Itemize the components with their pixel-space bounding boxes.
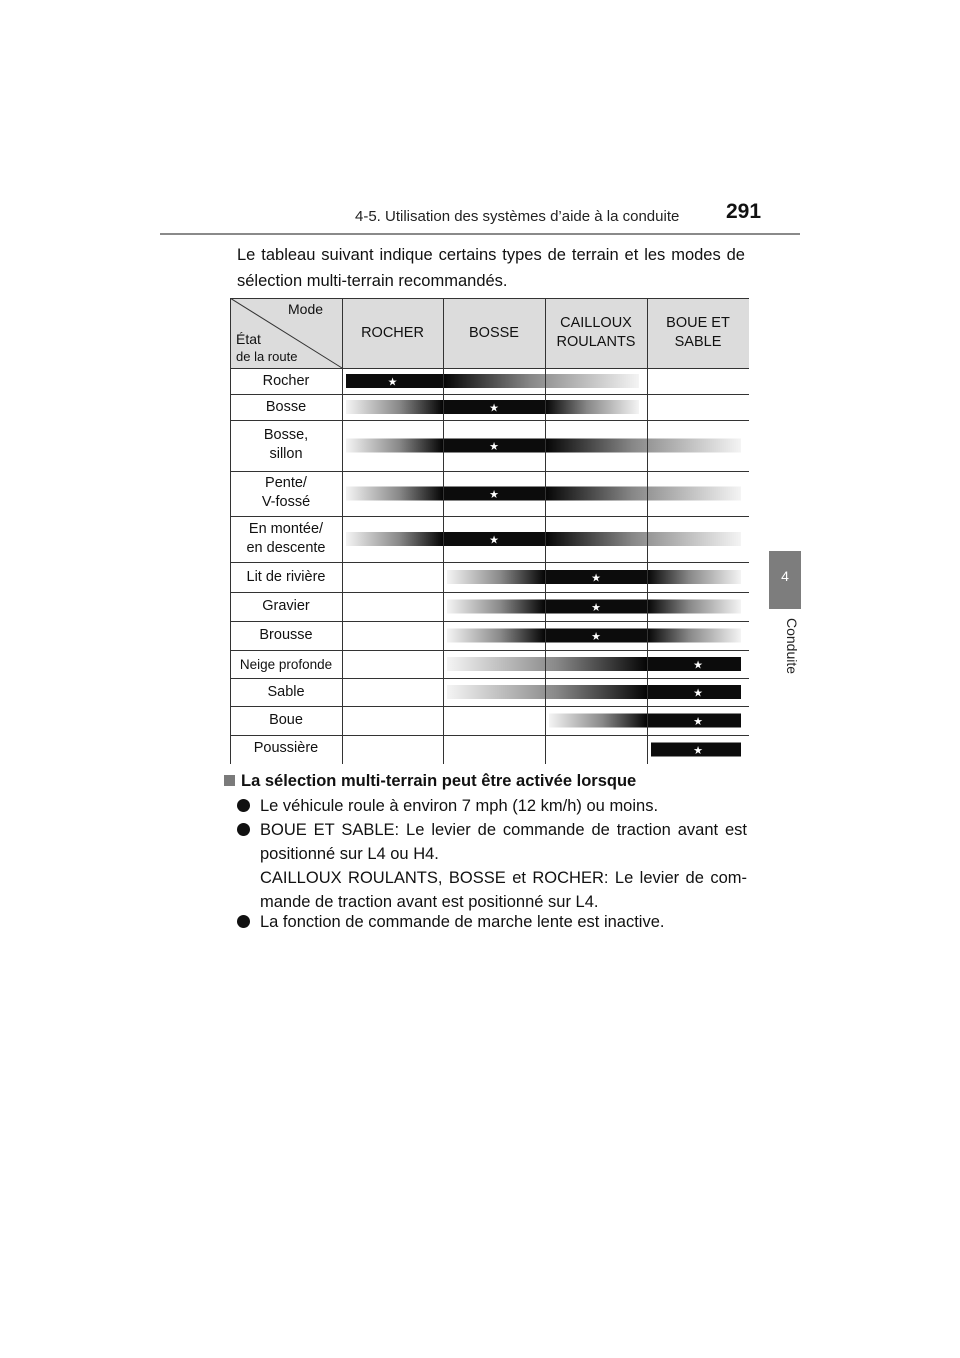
recommended-star-icon: ★ (693, 686, 703, 700)
bullet-icon (237, 823, 250, 836)
row-label-bosse-sillon: Bosse, sillon (263, 427, 309, 462)
recommendation-bar-right (647, 600, 741, 614)
list-item-text: Le véhicule roule à environ 7 mph (12 km/h) ou moins. (260, 797, 659, 815)
section-title-text: La sélection multi-terrain peut être activée lorsque (241, 772, 637, 790)
recommendation-bar-left (447, 657, 647, 671)
list-item (237, 866, 747, 914)
recommended-star-icon: ★ (591, 571, 601, 585)
recommended-star-icon: ★ (591, 630, 601, 643)
recommended-star-icon: ★ (489, 440, 499, 453)
corner-mode-label: Mode (288, 301, 324, 317)
list-item-text: La fonction de commande de marche lente est inactive. (260, 913, 665, 931)
row-label-gravier: Gravier (262, 598, 310, 614)
row-label-boue: Boue (269, 712, 303, 728)
list-item-text: CAILLOUX ROULANTS, BOSSE et ROCHER: Le levier de com-mande de traction avant est positionné sur L4. (260, 869, 747, 911)
row-label-poussiere: Poussière (253, 740, 319, 756)
recommendation-bar-left (549, 714, 647, 728)
recommended-star-icon: ★ (489, 533, 499, 547)
recommendation-bar-left (447, 629, 545, 643)
row-label-rocher: Rocher (262, 373, 310, 389)
mode-header-cailloux-roulants: CAILLOUX ROULANTS (556, 315, 636, 350)
recommended-star-icon: ★ (489, 488, 499, 501)
list-item-text: BOUE ET SABLE: Le levier de commande de traction avant est positionné sur L4 ou H4. (260, 821, 747, 863)
chapter-tab-label: Conduite (784, 618, 800, 675)
recommended-star-icon: ★ (387, 375, 398, 389)
mode-header-bosse: BOSSE (469, 325, 519, 341)
row-label-neige-profonde: Neige profonde (239, 657, 333, 672)
corner-road-label: de la route (236, 349, 298, 364)
row-label-lit-de-riviere: Lit de rivière (246, 569, 326, 585)
page-number: 291 (726, 200, 762, 223)
bullet-icon (237, 799, 250, 812)
row-label-en-montee-descente: En montée/ en descente (246, 521, 326, 556)
mode-header-rocher: ROCHER (361, 325, 424, 341)
recommendation-bar-right (545, 400, 639, 414)
recommendation-bar-left (346, 487, 443, 501)
list-item (237, 910, 747, 934)
list-item (237, 794, 747, 818)
square-bullet-icon (224, 775, 235, 786)
recommendation-bar-right (443, 374, 639, 388)
mode-header-boue-et-sable: BOUE ET SABLE (666, 315, 730, 350)
terrain-mode-table (230, 298, 749, 764)
recommendation-bar-left (346, 532, 443, 546)
header-rule (160, 233, 800, 235)
recommendation-bar-left (447, 685, 647, 699)
section-title (224, 772, 636, 791)
header-section-title: 4-5. Utilisation des systèmes d’aide à la conduite (355, 208, 680, 225)
recommended-star-icon: ★ (489, 401, 499, 415)
list-item (237, 818, 747, 866)
row-label-sable: Sable (267, 684, 305, 700)
recommended-star-icon: ★ (693, 744, 703, 757)
corner-state-label: État (236, 331, 261, 347)
chapter-tab[interactable]: 4 (769, 551, 801, 609)
recommendation-bar-left (346, 400, 443, 414)
recommended-star-icon: ★ (591, 601, 601, 614)
recommendation-bar-right (545, 439, 741, 453)
recommendation-bar-right (545, 532, 741, 546)
row-label-bosse: Bosse (265, 399, 307, 415)
recommendation-bar-right (545, 487, 741, 501)
recommended-star-icon: ★ (693, 658, 703, 672)
row-label-brousse: Brousse (259, 627, 313, 643)
recommendation-bar-right (647, 570, 741, 584)
intro-paragraph: Le tableau suivant indique certains types de terrain et les modes de sélection multi-terrain recommandés. (237, 246, 745, 290)
recommendation-bar-left (447, 570, 545, 584)
recommended-star-icon: ★ (693, 715, 703, 728)
row-label-pente-v-fosse: Pente/ V-fossé (261, 475, 311, 510)
recommendation-bar-left (346, 439, 443, 453)
recommendation-bar-left (447, 600, 545, 614)
recommendation-bar-right (647, 629, 741, 643)
bullet-icon (237, 915, 250, 928)
